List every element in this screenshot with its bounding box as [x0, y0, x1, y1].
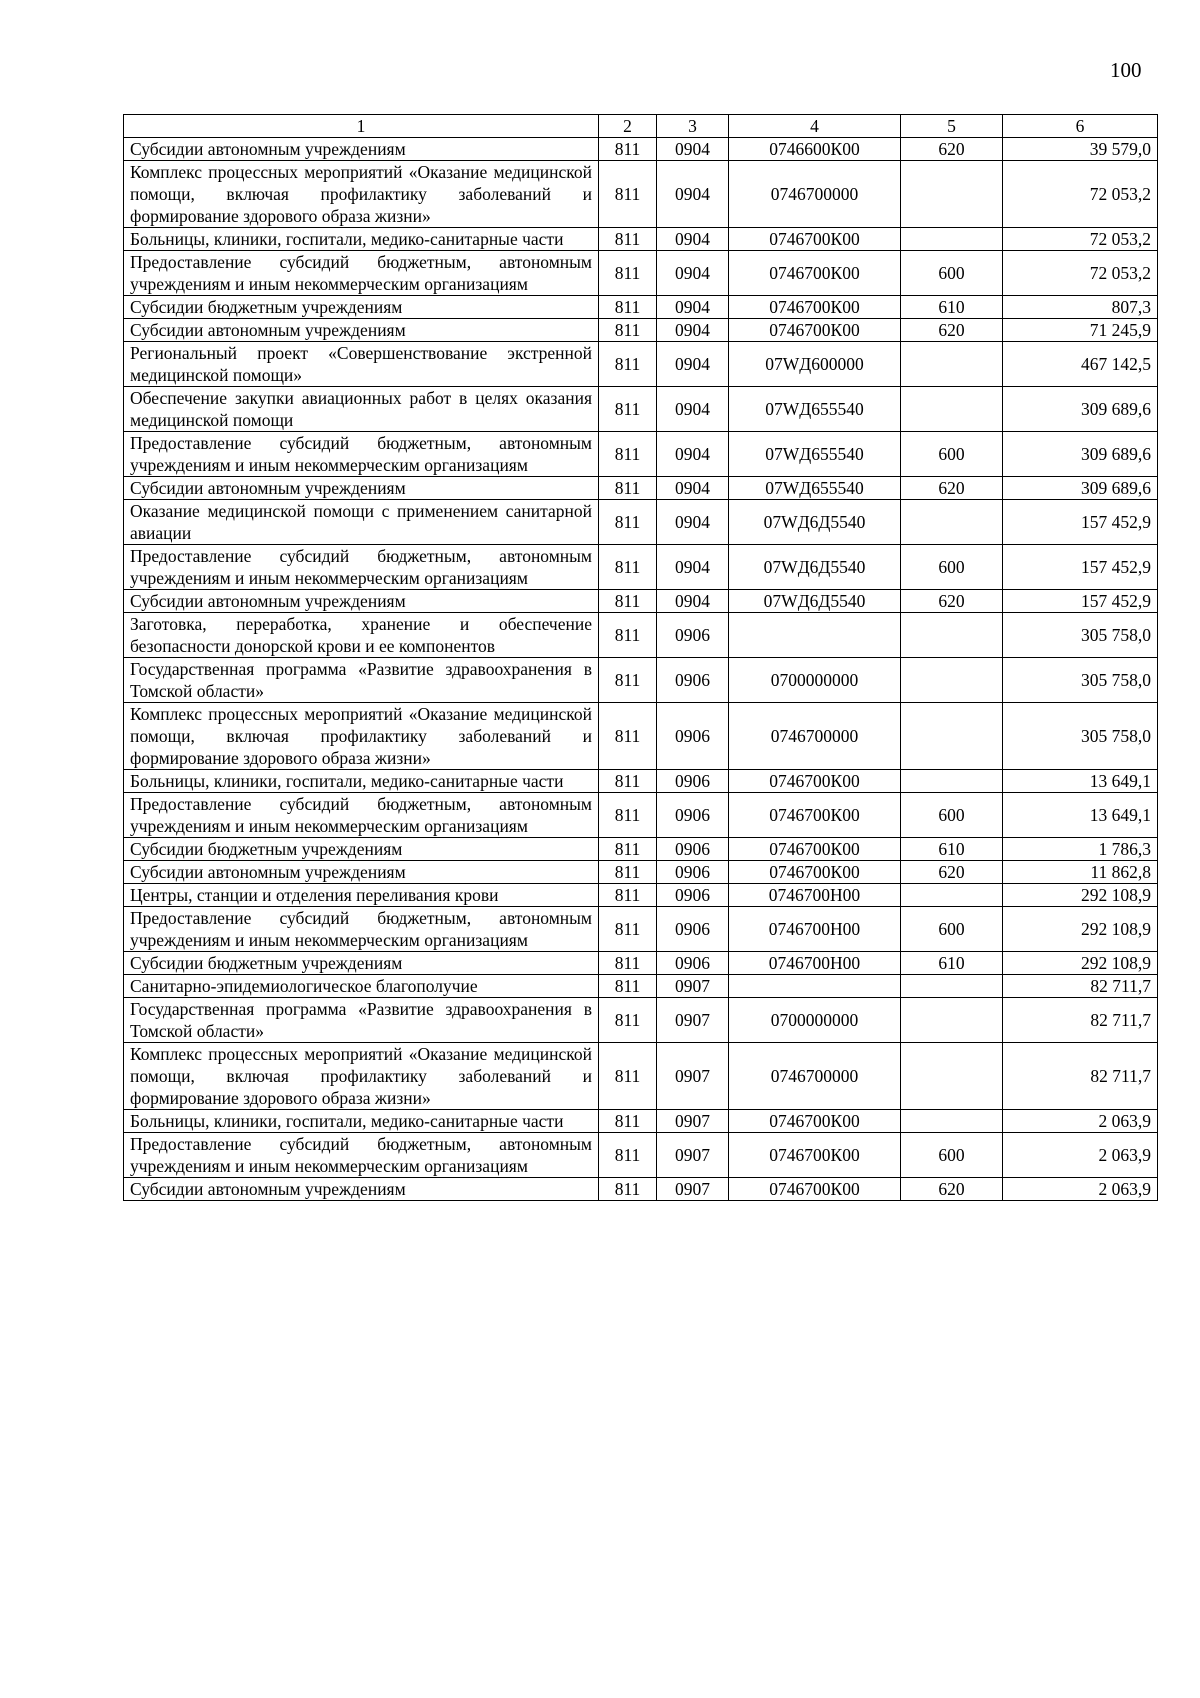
row-name-cell: Предоставление субсидий бюджетным, автономным учреждениям и иным некоммерческим организациям: [124, 793, 599, 838]
section-code-cell: 0904: [657, 590, 729, 613]
ministry-code-cell: 811: [599, 952, 657, 975]
amount-cell: 13 649,1: [1003, 793, 1158, 838]
target-article-cell: 07WД6Д5540: [729, 500, 901, 545]
row-name-cell: Субсидии бюджетным учреждениям: [124, 952, 599, 975]
expense-type-cell: [901, 500, 1003, 545]
ministry-code-cell: 811: [599, 975, 657, 998]
section-code-cell: 0904: [657, 342, 729, 387]
table-row: [124, 228, 1158, 251]
ministry-code-cell: 811: [599, 342, 657, 387]
amount-cell: 157 452,9: [1003, 500, 1158, 545]
table-header-row: [124, 115, 1158, 138]
amount-cell: 11 862,8: [1003, 861, 1158, 884]
target-article-cell: 0700000000: [729, 998, 901, 1043]
section-code-cell: 0906: [657, 613, 729, 658]
amount-cell: 157 452,9: [1003, 545, 1158, 590]
table-row: [124, 703, 1158, 770]
section-code-cell: 0904: [657, 251, 729, 296]
table-body: [124, 115, 1158, 1201]
row-name-cell: Комплекс процессных мероприятий «Оказание медицинской помощи, включая профилактику заболеваний и формирование здорового образа жизни»: [124, 1043, 599, 1110]
section-code-cell: 0904: [657, 545, 729, 590]
ministry-code-cell: 811: [599, 1110, 657, 1133]
amount-cell: 2 063,9: [1003, 1110, 1158, 1133]
table-row: [124, 500, 1158, 545]
table-row: [124, 1178, 1158, 1201]
amount-cell: 292 108,9: [1003, 884, 1158, 907]
expense-type-cell: 620: [901, 477, 1003, 500]
table-row: [124, 432, 1158, 477]
row-name-cell: Предоставление субсидий бюджетным, автономным учреждениям и иным некоммерческим организациям: [124, 432, 599, 477]
target-article-cell: 0746700000: [729, 703, 901, 770]
ministry-code-cell: 811: [599, 500, 657, 545]
ministry-code-cell: 811: [599, 613, 657, 658]
table-row: [124, 342, 1158, 387]
section-code-cell: 0904: [657, 500, 729, 545]
row-name-cell: Государственная программа «Развитие здравоохранения в Томской области»: [124, 658, 599, 703]
expense-type-cell: [901, 975, 1003, 998]
row-name-cell: Больницы, клиники, госпитали, медико-санитарные части: [124, 1110, 599, 1133]
table-row: [124, 590, 1158, 613]
row-name-cell: Комплекс процессных мероприятий «Оказание медицинской помощи, включая профилактику заболеваний и формирование здорового образа жизни»: [124, 161, 599, 228]
target-article-cell: 0746700К00: [729, 793, 901, 838]
section-code-cell: 0906: [657, 770, 729, 793]
expense-type-cell: [901, 770, 1003, 793]
expense-type-cell: 600: [901, 545, 1003, 590]
amount-cell: 13 649,1: [1003, 770, 1158, 793]
row-name-cell: Предоставление субсидий бюджетным, автономным учреждениям и иным некоммерческим организациям: [124, 1133, 599, 1178]
expense-type-cell: 600: [901, 793, 1003, 838]
expense-type-cell: 620: [901, 861, 1003, 884]
row-name-cell: Предоставление субсидий бюджетным, автономным учреждениям и иным некоммерческим организациям: [124, 251, 599, 296]
expense-type-cell: 620: [901, 1178, 1003, 1201]
amount-cell: 72 053,2: [1003, 251, 1158, 296]
ministry-code-cell: 811: [599, 998, 657, 1043]
row-name-cell: Комплекс процессных мероприятий «Оказание медицинской помощи, включая профилактику заболеваний и формирование здорового образа жизни»: [124, 703, 599, 770]
row-name-cell: Заготовка, переработка, хранение и обеспечение безопасности донорской крови и ее компонентов: [124, 613, 599, 658]
table-row: [124, 138, 1158, 161]
expense-type-cell: 600: [901, 907, 1003, 952]
expense-type-cell: 620: [901, 319, 1003, 342]
section-code-cell: 0907: [657, 1043, 729, 1110]
section-code-cell: 0907: [657, 975, 729, 998]
column-header: 1: [124, 115, 599, 138]
target-article-cell: 0746700К00: [729, 228, 901, 251]
ministry-code-cell: 811: [599, 432, 657, 477]
amount-cell: 309 689,6: [1003, 432, 1158, 477]
amount-cell: 305 758,0: [1003, 658, 1158, 703]
table-row: [124, 1133, 1158, 1178]
expense-type-cell: [901, 1043, 1003, 1110]
expense-type-cell: [901, 228, 1003, 251]
target-article-cell: 0746700Н00: [729, 907, 901, 952]
target-article-cell: 0746700Н00: [729, 952, 901, 975]
expense-type-cell: [901, 387, 1003, 432]
table-row: [124, 613, 1158, 658]
table-row: [124, 998, 1158, 1043]
section-code-cell: 0907: [657, 1178, 729, 1201]
row-name-cell: Субсидии автономным учреждениям: [124, 138, 599, 161]
section-code-cell: 0906: [657, 884, 729, 907]
expense-type-cell: [901, 161, 1003, 228]
table-row: [124, 770, 1158, 793]
amount-cell: 309 689,6: [1003, 477, 1158, 500]
page-number: 100: [1110, 58, 1142, 82]
table-row: [124, 319, 1158, 342]
section-code-cell: 0907: [657, 1110, 729, 1133]
target-article-cell: 0700000000: [729, 658, 901, 703]
section-code-cell: 0906: [657, 838, 729, 861]
expense-type-cell: 600: [901, 1133, 1003, 1178]
target-article-cell: 0746700К00: [729, 296, 901, 319]
ministry-code-cell: 811: [599, 838, 657, 861]
ministry-code-cell: 811: [599, 884, 657, 907]
target-article-cell: 0746700К00: [729, 838, 901, 861]
column-header: 2: [599, 115, 657, 138]
row-name-cell: Субсидии автономным учреждениям: [124, 319, 599, 342]
ministry-code-cell: 811: [599, 296, 657, 319]
section-code-cell: 0904: [657, 387, 729, 432]
table-row: [124, 952, 1158, 975]
expense-type-cell: [901, 658, 1003, 703]
table-row: [124, 861, 1158, 884]
target-article-cell: 07WД655540: [729, 477, 901, 500]
table-row: [124, 251, 1158, 296]
ministry-code-cell: 811: [599, 590, 657, 613]
expense-type-cell: [901, 1110, 1003, 1133]
table-row: [124, 545, 1158, 590]
table-row: [124, 907, 1158, 952]
target-article-cell: 0746700К00: [729, 1133, 901, 1178]
row-name-cell: Обеспечение закупки авиационных работ в целях оказания медицинской помощи: [124, 387, 599, 432]
section-code-cell: 0904: [657, 432, 729, 477]
ministry-code-cell: 811: [599, 545, 657, 590]
target-article-cell: 0746700К00: [729, 251, 901, 296]
ministry-code-cell: 811: [599, 1133, 657, 1178]
row-name-cell: Субсидии автономным учреждениям: [124, 861, 599, 884]
target-article-cell: [729, 975, 901, 998]
expense-type-cell: [901, 703, 1003, 770]
amount-cell: 82 711,7: [1003, 1043, 1158, 1110]
row-name-cell: Региональный проект «Совершенствование экстренной медицинской помощи»: [124, 342, 599, 387]
target-article-cell: 0746600К00: [729, 138, 901, 161]
amount-cell: 2 063,9: [1003, 1178, 1158, 1201]
row-name-cell: Санитарно-эпидемиологическое благополучие: [124, 975, 599, 998]
target-article-cell: [729, 613, 901, 658]
expense-type-cell: 620: [901, 138, 1003, 161]
expense-type-cell: 600: [901, 251, 1003, 296]
amount-cell: 82 711,7: [1003, 998, 1158, 1043]
amount-cell: 292 108,9: [1003, 907, 1158, 952]
table-row: [124, 975, 1158, 998]
target-article-cell: 0746700К00: [729, 770, 901, 793]
target-article-cell: 07WД655540: [729, 387, 901, 432]
row-name-cell: Субсидии автономным учреждениям: [124, 477, 599, 500]
row-name-cell: Предоставление субсидий бюджетным, автономным учреждениям и иным некоммерческим организациям: [124, 545, 599, 590]
section-code-cell: 0907: [657, 1133, 729, 1178]
table-row: [124, 884, 1158, 907]
target-article-cell: 0746700Н00: [729, 884, 901, 907]
expense-type-cell: 600: [901, 432, 1003, 477]
row-name-cell: Больницы, клиники, госпитали, медико-санитарные части: [124, 770, 599, 793]
row-name-cell: Предоставление субсидий бюджетным, автономным учреждениям и иным некоммерческим организациям: [124, 907, 599, 952]
row-name-cell: Оказание медицинской помощи с применением санитарной авиации: [124, 500, 599, 545]
ministry-code-cell: 811: [599, 703, 657, 770]
row-name-cell: Субсидии автономным учреждениям: [124, 590, 599, 613]
row-name-cell: Субсидии автономным учреждениям: [124, 1178, 599, 1201]
section-code-cell: 0906: [657, 907, 729, 952]
row-name-cell: Государственная программа «Развитие здравоохранения в Томской области»: [124, 998, 599, 1043]
target-article-cell: 0746700К00: [729, 861, 901, 884]
ministry-code-cell: 811: [599, 1043, 657, 1110]
section-code-cell: 0904: [657, 296, 729, 319]
expense-type-cell: 610: [901, 838, 1003, 861]
amount-cell: 2 063,9: [1003, 1133, 1158, 1178]
column-header: 4: [729, 115, 901, 138]
amount-cell: 72 053,2: [1003, 228, 1158, 251]
amount-cell: 467 142,5: [1003, 342, 1158, 387]
expense-type-cell: 610: [901, 952, 1003, 975]
ministry-code-cell: 811: [599, 138, 657, 161]
section-code-cell: 0906: [657, 861, 729, 884]
ministry-code-cell: 811: [599, 477, 657, 500]
table-row: [124, 1110, 1158, 1133]
expense-type-cell: [901, 884, 1003, 907]
table-row: [124, 161, 1158, 228]
target-article-cell: 0746700К00: [729, 1110, 901, 1133]
amount-cell: 305 758,0: [1003, 613, 1158, 658]
amount-cell: 72 053,2: [1003, 161, 1158, 228]
row-name-cell: Субсидии бюджетным учреждениям: [124, 838, 599, 861]
section-code-cell: 0906: [657, 793, 729, 838]
target-article-cell: 07WД600000: [729, 342, 901, 387]
ministry-code-cell: 811: [599, 319, 657, 342]
column-header: 5: [901, 115, 1003, 138]
section-code-cell: 0904: [657, 138, 729, 161]
expense-type-cell: 620: [901, 590, 1003, 613]
expense-type-cell: [901, 342, 1003, 387]
table-row: [124, 387, 1158, 432]
section-code-cell: 0904: [657, 319, 729, 342]
amount-cell: 292 108,9: [1003, 952, 1158, 975]
section-code-cell: 0904: [657, 228, 729, 251]
target-article-cell: 07WД6Д5540: [729, 545, 901, 590]
section-code-cell: 0904: [657, 477, 729, 500]
target-article-cell: 0746700000: [729, 161, 901, 228]
ministry-code-cell: 811: [599, 387, 657, 432]
amount-cell: 807,3: [1003, 296, 1158, 319]
amount-cell: 309 689,6: [1003, 387, 1158, 432]
column-header: 6: [1003, 115, 1158, 138]
amount-cell: 1 786,3: [1003, 838, 1158, 861]
ministry-code-cell: 811: [599, 1178, 657, 1201]
table-row: [124, 477, 1158, 500]
expense-type-cell: [901, 998, 1003, 1043]
ministry-code-cell: 811: [599, 228, 657, 251]
row-name-cell: Субсидии бюджетным учреждениям: [124, 296, 599, 319]
target-article-cell: 0746700К00: [729, 319, 901, 342]
ministry-code-cell: 811: [599, 658, 657, 703]
target-article-cell: 0746700К00: [729, 1178, 901, 1201]
amount-cell: 305 758,0: [1003, 703, 1158, 770]
amount-cell: 82 711,7: [1003, 975, 1158, 998]
section-code-cell: 0906: [657, 658, 729, 703]
amount-cell: 157 452,9: [1003, 590, 1158, 613]
expense-type-cell: 610: [901, 296, 1003, 319]
ministry-code-cell: 811: [599, 161, 657, 228]
section-code-cell: 0906: [657, 703, 729, 770]
expense-type-cell: [901, 613, 1003, 658]
ministry-code-cell: 811: [599, 861, 657, 884]
table-row: [124, 838, 1158, 861]
table-row: [124, 658, 1158, 703]
table-row: [124, 296, 1158, 319]
row-name-cell: Больницы, клиники, госпитали, медико-санитарные части: [124, 228, 599, 251]
amount-cell: 71 245,9: [1003, 319, 1158, 342]
table-row: [124, 1043, 1158, 1110]
target-article-cell: 07WД6Д5540: [729, 590, 901, 613]
table-row: [124, 793, 1158, 838]
target-article-cell: 0746700000: [729, 1043, 901, 1110]
ministry-code-cell: 811: [599, 793, 657, 838]
column-header: 3: [657, 115, 729, 138]
section-code-cell: 0906: [657, 952, 729, 975]
target-article-cell: 07WД655540: [729, 432, 901, 477]
amount-cell: 39 579,0: [1003, 138, 1158, 161]
budget-table: [123, 114, 1158, 1201]
ministry-code-cell: 811: [599, 907, 657, 952]
row-name-cell: Центры, станции и отделения переливания крови: [124, 884, 599, 907]
section-code-cell: 0904: [657, 161, 729, 228]
ministry-code-cell: 811: [599, 770, 657, 793]
section-code-cell: 0907: [657, 998, 729, 1043]
ministry-code-cell: 811: [599, 251, 657, 296]
